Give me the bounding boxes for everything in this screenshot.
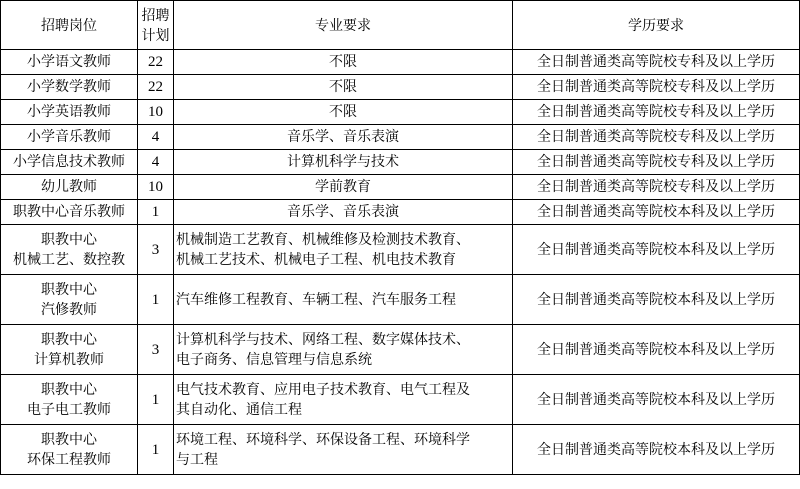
table-row (1, 425, 800, 475)
position-line: 电子电工教师 (27, 401, 111, 418)
table-row (1, 175, 800, 200)
table-row (1, 200, 800, 225)
major-line: 计算机科学与技术、网络工程、数字媒体技术、 (176, 331, 470, 348)
education-cell: 全日制普通类高等院校专科及以上学历 (513, 50, 800, 75)
position-line: 职教中心 (41, 331, 97, 348)
education-cell: 全日制普通类高等院校本科及以上学历 (513, 200, 800, 225)
position-cell: 小学英语教师 (1, 100, 138, 125)
major-line: 机械制造工艺教育、机械维修及检测技术教育、 (176, 231, 470, 248)
position-line: 环保工程教师 (27, 451, 111, 468)
major-line: 机械工艺技术、机械电子工程、机电技术教育 (176, 251, 456, 268)
education-cell: 全日制普通类高等院校专科及以上学历 (513, 175, 800, 200)
table-row (1, 375, 800, 425)
major-line: 与工程 (176, 451, 218, 468)
major-line: 电子商务、信息管理与信息系统 (176, 351, 372, 368)
major-cell: 学前教育 (174, 175, 513, 200)
count-cell: 1 (138, 375, 174, 425)
major-cell (174, 425, 513, 475)
count-cell: 22 (138, 75, 174, 100)
count-cell: 1 (138, 425, 174, 475)
count-cell: 22 (138, 50, 174, 75)
education-cell: 全日制普通类高等院校专科及以上学历 (513, 125, 800, 150)
position-cell (1, 325, 138, 375)
education-cell: 全日制普通类高等院校本科及以上学历 (513, 275, 800, 325)
position-line: 职教中心 (41, 381, 97, 398)
table-row (1, 125, 800, 150)
header-position: 招聘岗位 (1, 1, 138, 50)
education-cell: 全日制普通类高等院校专科及以上学历 (513, 100, 800, 125)
position-cell (1, 275, 138, 325)
major-cell: 不限 (174, 75, 513, 100)
major-line: 汽车维修工程教育、车辆工程、汽车服务工程 (176, 291, 456, 308)
position-line: 机械工艺、数控教 (13, 251, 125, 268)
major-cell: 计算机科学与技术 (174, 150, 513, 175)
position-line: 计算机教师 (34, 351, 104, 368)
major-cell: 音乐学、音乐表演 (174, 125, 513, 150)
table-row (1, 75, 800, 100)
count-cell: 1 (138, 200, 174, 225)
header-plan-line1: 招聘 (141, 8, 170, 24)
count-cell: 1 (138, 275, 174, 325)
count-cell: 4 (138, 150, 174, 175)
position-cell: 小学数学教师 (1, 75, 138, 100)
table-row (1, 100, 800, 125)
major-line: 环境工程、环境科学、环保设备工程、环境科学 (176, 431, 470, 448)
count-cell: 4 (138, 125, 174, 150)
count-cell: 3 (138, 325, 174, 375)
count-cell: 3 (138, 225, 174, 275)
position-cell: 小学音乐教师 (1, 125, 138, 150)
position-cell (1, 425, 138, 475)
position-cell: 幼儿教师 (1, 175, 138, 200)
header-plan-line2: 计划 (141, 28, 170, 44)
position-line: 职教中心 (41, 231, 97, 248)
education-cell: 全日制普通类高等院校本科及以上学历 (513, 375, 800, 425)
major-cell (174, 375, 513, 425)
header-plan (138, 1, 174, 50)
major-cell (174, 275, 513, 325)
major-line: 其自动化、通信工程 (176, 401, 302, 418)
table-row (1, 275, 800, 325)
table-row (1, 325, 800, 375)
position-line: 职教中心 (41, 281, 97, 298)
table-row (1, 150, 800, 175)
education-cell: 全日制普通类高等院校本科及以上学历 (513, 425, 800, 475)
position-cell (1, 225, 138, 275)
position-cell: 小学语文教师 (1, 50, 138, 75)
education-cell: 全日制普通类高等院校本科及以上学历 (513, 325, 800, 375)
count-cell: 10 (138, 100, 174, 125)
count-cell: 10 (138, 175, 174, 200)
position-line: 职教中心 (41, 431, 97, 448)
major-line: 电气技术教育、应用电子技术教育、电气工程及 (176, 381, 470, 398)
education-cell: 全日制普通类高等院校专科及以上学历 (513, 150, 800, 175)
major-cell: 不限 (174, 50, 513, 75)
major-cell: 不限 (174, 100, 513, 125)
position-cell (1, 375, 138, 425)
table-row (1, 225, 800, 275)
table-row (1, 50, 800, 75)
education-cell: 全日制普通类高等院校专科及以上学历 (513, 75, 800, 100)
major-cell: 音乐学、音乐表演 (174, 200, 513, 225)
header-education: 学历要求 (513, 1, 800, 50)
major-cell (174, 325, 513, 375)
position-line: 汽修教师 (41, 301, 97, 318)
major-cell (174, 225, 513, 275)
position-cell: 小学信息技术教师 (1, 150, 138, 175)
header-row (1, 1, 800, 50)
education-cell: 全日制普通类高等院校本科及以上学历 (513, 225, 800, 275)
position-cell: 职教中心音乐教师 (1, 200, 138, 225)
header-major: 专业要求 (174, 1, 513, 50)
